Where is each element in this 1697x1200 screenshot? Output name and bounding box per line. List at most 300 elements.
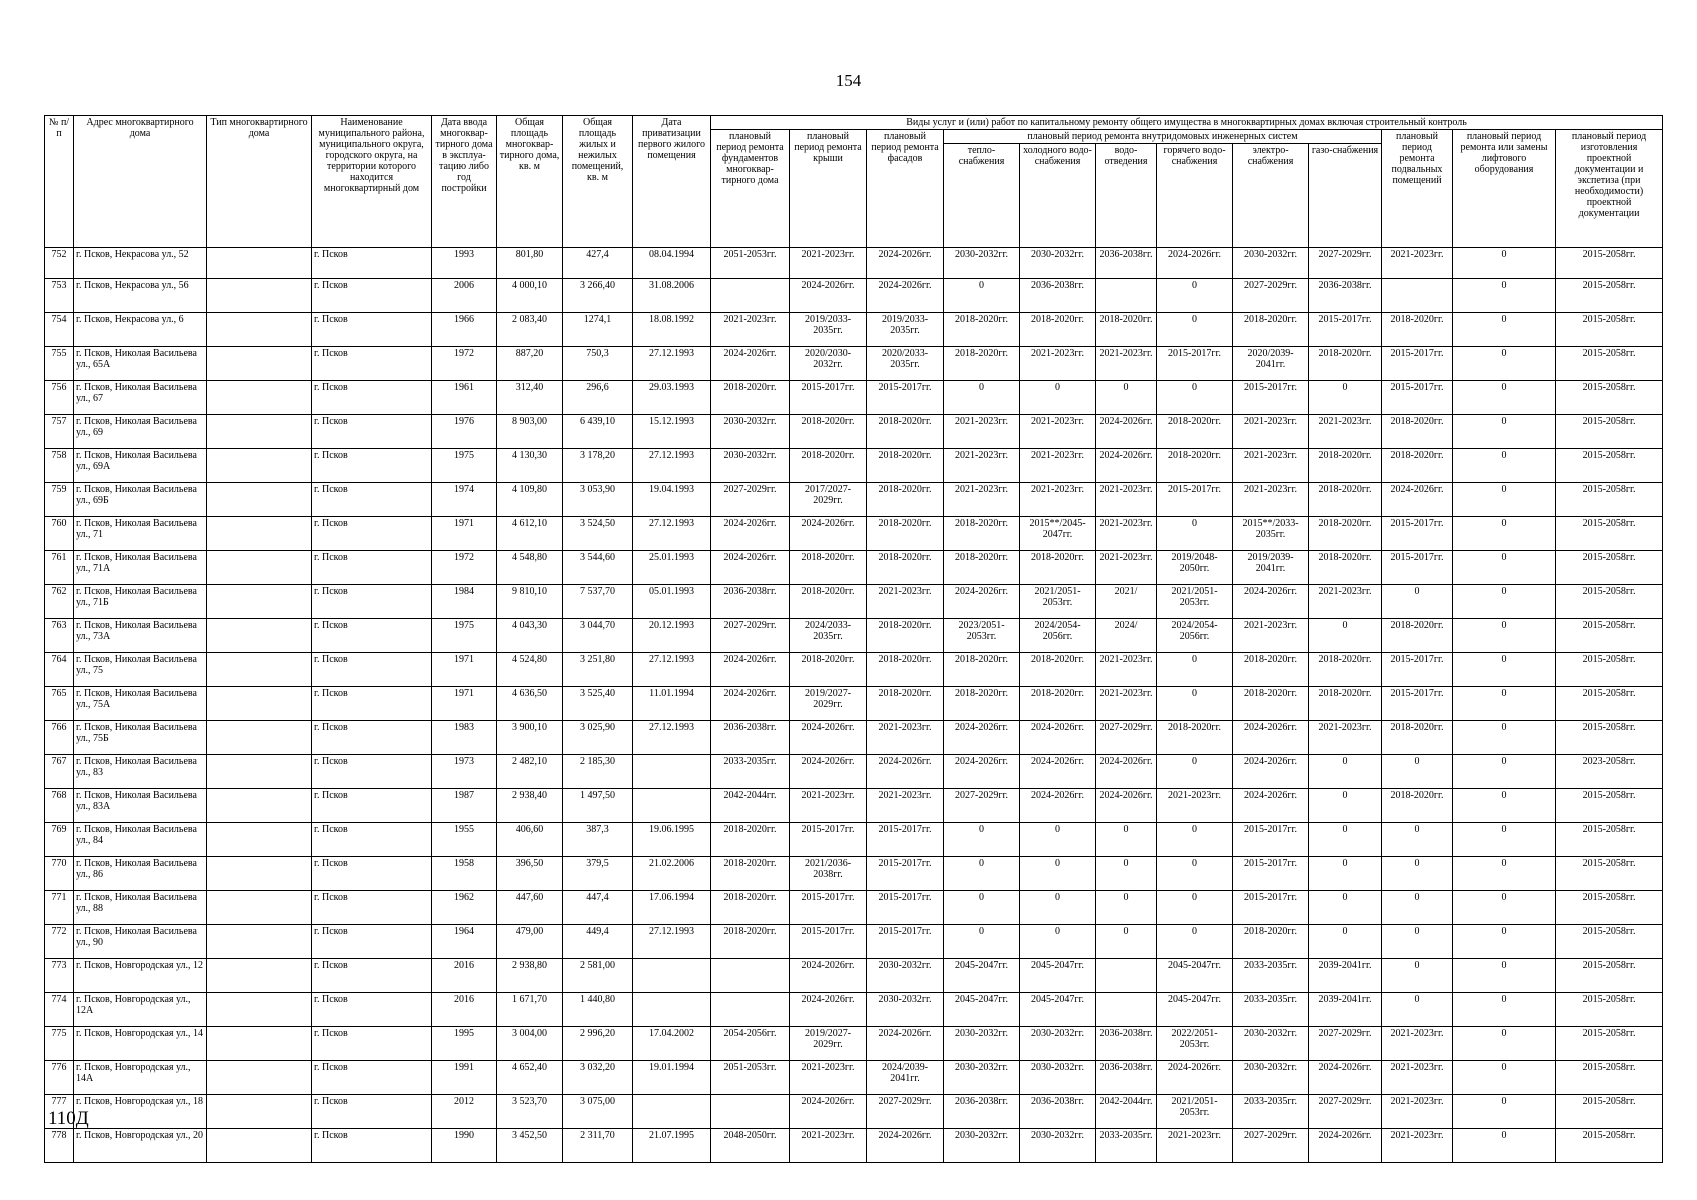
table-row [45, 653, 1663, 687]
cell-total-area: 406,60 [497, 823, 563, 857]
cell-address: г. Псков, Новгородская ул., 20 [74, 1129, 207, 1163]
cell-facade: 2027-2029гг. [867, 1095, 944, 1129]
cell-type [207, 687, 312, 721]
cell-num: 771 [45, 891, 74, 925]
cell-sewer: 2042-2044гг. [1096, 1095, 1157, 1129]
cell-sewer: 2021-2023гг. [1096, 653, 1157, 687]
cell-roof: 2017/2027-2029гг. [790, 483, 867, 517]
cell-living-area: 1274,1 [563, 313, 633, 347]
cell-design: 2015-2058гг. [1556, 993, 1663, 1027]
cell-roof: 2018-2020гг. [790, 653, 867, 687]
col-total-area: Общая площадь многоквар-тирного дома, кв. м [497, 116, 563, 248]
cell-gas: 2018-2020гг. [1309, 449, 1382, 483]
cell-electric: 2027-2029гг. [1233, 1129, 1309, 1163]
col-elevator: плановый период ремонта или замены лифтового оборудования [1453, 130, 1556, 248]
cell-gas: 0 [1309, 857, 1382, 891]
cell-num: 757 [45, 415, 74, 449]
cell-municipal: г. Псков [312, 551, 432, 585]
cell-address: г. Псков, Николая Васильева ул., 71 [74, 517, 207, 551]
cell-basement: 0 [1382, 585, 1453, 619]
cell-facade: 2015-2017гг. [867, 381, 944, 415]
cell-hot-water: 2045-2047гг. [1157, 993, 1233, 1027]
cell-heat: 2027-2029гг. [944, 789, 1020, 823]
cell-elevator: 0 [1453, 891, 1556, 925]
cell-sewer: 2027-2029гг. [1096, 721, 1157, 755]
cell-design: 2015-2058гг. [1556, 483, 1663, 517]
cell-living-area: 296,6 [563, 381, 633, 415]
cell-type [207, 653, 312, 687]
cell-sewer: 0 [1096, 891, 1157, 925]
col-address: Адрес многоквартирного дома [74, 116, 207, 248]
cell-design: 2015-2058гг. [1556, 347, 1663, 381]
cell-design: 2015-2058гг. [1556, 721, 1663, 755]
cell-privatization: 08.04.1994 [633, 248, 711, 279]
cell-gas: 2021-2023гг. [1309, 721, 1382, 755]
cell-basement: 2021-2023гг. [1382, 1061, 1453, 1095]
cell-basement: 2018-2020гг. [1382, 721, 1453, 755]
cell-hot-water: 0 [1157, 891, 1233, 925]
cell-municipal: г. Псков [312, 517, 432, 551]
cell-basement: 2015-2017гг. [1382, 517, 1453, 551]
cell-roof: 2021/2036-2038гг. [790, 857, 867, 891]
cell-municipal: г. Псков [312, 279, 432, 313]
cell-basement: 0 [1382, 857, 1453, 891]
cell-heat: 2023/2051-2053гг. [944, 619, 1020, 653]
cell-cold-water: 2021-2023гг. [1020, 449, 1096, 483]
cell-num: 768 [45, 789, 74, 823]
table-body [45, 248, 1663, 1163]
cell-heat: 2030-2032гг. [944, 1129, 1020, 1163]
cell-facade: 2018-2020гг. [867, 483, 944, 517]
cell-facade: 2018-2020гг. [867, 449, 944, 483]
cell-type [207, 755, 312, 789]
cell-type [207, 415, 312, 449]
cell-hot-water: 2018-2020гг. [1157, 415, 1233, 449]
cell-gas: 0 [1309, 381, 1382, 415]
cell-address: г. Псков, Некрасова ул., 56 [74, 279, 207, 313]
cell-facade: 2015-2017гг. [867, 891, 944, 925]
cell-municipal: г. Псков [312, 721, 432, 755]
cell-gas: 2021-2023гг. [1309, 415, 1382, 449]
cell-address: г. Псков, Некрасова ул., 6 [74, 313, 207, 347]
cell-gas: 2024-2026гг. [1309, 1129, 1382, 1163]
cell-basement: 0 [1382, 925, 1453, 959]
cell-heat: 2018-2020гг. [944, 517, 1020, 551]
cell-commission: 1961 [432, 381, 497, 415]
cell-type [207, 823, 312, 857]
cell-municipal: г. Псков [312, 993, 432, 1027]
cell-gas: 2027-2029гг. [1309, 1095, 1382, 1129]
cell-municipal: г. Псков [312, 381, 432, 415]
cell-type [207, 517, 312, 551]
cell-cold-water: 2015**/2045-2047гг. [1020, 517, 1096, 551]
cell-cold-water: 2021-2023гг. [1020, 483, 1096, 517]
cell-roof: 2024/2033-2035гг. [790, 619, 867, 653]
table-row [45, 687, 1663, 721]
cell-sewer: 0 [1096, 925, 1157, 959]
cell-address: г. Псков, Николая Васильева ул., 69Б [74, 483, 207, 517]
cell-num: 752 [45, 248, 74, 279]
cell-cold-water: 2018-2020гг. [1020, 687, 1096, 721]
cell-commission: 1971 [432, 687, 497, 721]
table-row [45, 347, 1663, 381]
cell-privatization: 25.01.1993 [633, 551, 711, 585]
cell-design: 2015-2058гг. [1556, 1129, 1663, 1163]
cell-design: 2015-2058гг. [1556, 279, 1663, 313]
cell-commission: 1976 [432, 415, 497, 449]
cell-total-area: 887,20 [497, 347, 563, 381]
cell-electric: 2033-2035гг. [1233, 1095, 1309, 1129]
cell-elevator: 0 [1453, 313, 1556, 347]
cell-design: 2015-2058гг. [1556, 823, 1663, 857]
cell-elevator: 0 [1453, 1061, 1556, 1095]
cell-gas: 2024-2026гг. [1309, 1061, 1382, 1095]
cell-electric: 2030-2032гг. [1233, 1027, 1309, 1061]
cell-facade: 2024-2026гг. [867, 248, 944, 279]
cell-roof: 2024-2026гг. [790, 517, 867, 551]
cell-sewer: 0 [1096, 823, 1157, 857]
cell-total-area: 9 810,10 [497, 585, 563, 619]
cell-hot-water: 0 [1157, 857, 1233, 891]
cell-address: г. Псков, Новгородская ул., 12А [74, 993, 207, 1027]
col-hot-water: горячего водо-снабжения [1157, 144, 1233, 248]
cell-roof: 2015-2017гг. [790, 823, 867, 857]
cell-cold-water: 0 [1020, 381, 1096, 415]
cell-gas: 0 [1309, 823, 1382, 857]
cell-electric: 2024-2026гг. [1233, 585, 1309, 619]
cell-elevator: 0 [1453, 857, 1556, 891]
cell-num: 761 [45, 551, 74, 585]
table-row [45, 313, 1663, 347]
cell-commission: 1987 [432, 789, 497, 823]
cell-hot-water: 0 [1157, 653, 1233, 687]
cell-design: 2015-2058гг. [1556, 857, 1663, 891]
cell-basement: 2015-2017гг. [1382, 653, 1453, 687]
cell-sewer: 2033-2035гг. [1096, 1129, 1157, 1163]
cell-foundation: 2030-2032гг. [711, 415, 790, 449]
cell-design: 2023-2058гг. [1556, 755, 1663, 789]
cell-heat: 2018-2020гг. [944, 313, 1020, 347]
cell-foundation: 2018-2020гг. [711, 823, 790, 857]
cell-total-area: 4 000,10 [497, 279, 563, 313]
cell-elevator: 0 [1453, 449, 1556, 483]
cell-design: 2015-2058гг. [1556, 891, 1663, 925]
cell-living-area: 387,3 [563, 823, 633, 857]
cell-hot-water: 2019/2048-2050гг. [1157, 551, 1233, 585]
cell-gas: 2018-2020гг. [1309, 517, 1382, 551]
cell-facade: 2020/2033-2035гг. [867, 347, 944, 381]
cell-living-area: 2 996,20 [563, 1027, 633, 1061]
cell-hot-water: 2018-2020гг. [1157, 449, 1233, 483]
cell-hot-water: 0 [1157, 279, 1233, 313]
page-number: 154 [835, 71, 862, 90]
cell-heat: 0 [944, 857, 1020, 891]
cell-num: 763 [45, 619, 74, 653]
cell-privatization: 18.08.1992 [633, 313, 711, 347]
cell-type [207, 381, 312, 415]
cell-heat: 2036-2038гг. [944, 1095, 1020, 1129]
cell-roof: 2020/2030-2032гг. [790, 347, 867, 381]
cell-commission: 2012 [432, 1095, 497, 1129]
col-works-group: Виды услуг и (или) работ по капитальному ремонту общего имущества в многоквартирных домах включая строительный контроль [711, 116, 1663, 130]
cell-facade: 2015-2017гг. [867, 925, 944, 959]
cell-foundation: 2027-2029гг. [711, 619, 790, 653]
cell-design: 2015-2058гг. [1556, 789, 1663, 823]
cell-address: г. Псков, Николая Васильева ул., 69А [74, 449, 207, 483]
footer-code: 110Д [48, 1108, 89, 1129]
table-row [45, 517, 1663, 551]
table-row [45, 415, 1663, 449]
cell-num: 756 [45, 381, 74, 415]
cell-foundation: 2054-2056гг. [711, 1027, 790, 1061]
cell-elevator: 0 [1453, 248, 1556, 279]
cell-type [207, 789, 312, 823]
cell-municipal: г. Псков [312, 449, 432, 483]
table-row [45, 925, 1663, 959]
cell-privatization: 11.01.1994 [633, 687, 711, 721]
cell-total-area: 4 548,80 [497, 551, 563, 585]
cell-privatization: 27.12.1993 [633, 721, 711, 755]
cell-num: 766 [45, 721, 74, 755]
cell-sewer: 2021-2023гг. [1096, 551, 1157, 585]
cell-design: 2015-2058гг. [1556, 381, 1663, 415]
table-row [45, 1061, 1663, 1095]
cell-privatization: 19.06.1995 [633, 823, 711, 857]
cell-electric: 2019/2039-2041гг. [1233, 551, 1309, 585]
cell-type [207, 857, 312, 891]
cell-address: г. Псков, Новгородская ул., 14 [74, 1027, 207, 1061]
table-row [45, 619, 1663, 653]
cell-electric: 2027-2029гг. [1233, 279, 1309, 313]
cell-design: 2015-2058гг. [1556, 585, 1663, 619]
cell-municipal: г. Псков [312, 1061, 432, 1095]
cell-basement: 2021-2023гг. [1382, 248, 1453, 279]
cell-heat: 2021-2023гг. [944, 415, 1020, 449]
table-row [45, 823, 1663, 857]
cell-heat: 0 [944, 823, 1020, 857]
cell-privatization: 21.02.2006 [633, 857, 711, 891]
cell-commission: 1974 [432, 483, 497, 517]
cell-elevator: 0 [1453, 993, 1556, 1027]
cell-basement: 0 [1382, 993, 1453, 1027]
cell-roof: 2015-2017гг. [790, 381, 867, 415]
cell-commission: 2016 [432, 993, 497, 1027]
table-row [45, 381, 1663, 415]
cell-cold-water: 2024-2026гг. [1020, 789, 1096, 823]
cell-foundation: 2021-2023гг. [711, 313, 790, 347]
cell-basement: 0 [1382, 891, 1453, 925]
cell-basement: 2018-2020гг. [1382, 415, 1453, 449]
col-commission: Дата ввода многоквар-тирного дома в эксплуа-тацию либо год постройки [432, 116, 497, 248]
cell-privatization: 05.01.1993 [633, 585, 711, 619]
cell-roof: 2024-2026гг. [790, 993, 867, 1027]
cell-roof: 2018-2020гг. [790, 551, 867, 585]
cell-type [207, 1027, 312, 1061]
cell-heat: 2018-2020гг. [944, 347, 1020, 381]
cell-basement: 0 [1382, 755, 1453, 789]
cell-gas: 2039-2041гг. [1309, 959, 1382, 993]
cell-num: 758 [45, 449, 74, 483]
cell-roof: 2021-2023гг. [790, 248, 867, 279]
cell-address: г. Псков, Николая Васильева ул., 75А [74, 687, 207, 721]
cell-facade: 2030-2032гг. [867, 959, 944, 993]
cell-facade: 2018-2020гг. [867, 619, 944, 653]
cell-gas: 0 [1309, 789, 1382, 823]
cell-living-area: 3 053,90 [563, 483, 633, 517]
cell-gas: 2027-2029гг. [1309, 1027, 1382, 1061]
cell-living-area: 7 537,70 [563, 585, 633, 619]
cell-living-area: 1 497,50 [563, 789, 633, 823]
cell-basement: 2015-2017гг. [1382, 347, 1453, 381]
cell-address: г. Псков, Николая Васильева ул., 88 [74, 891, 207, 925]
cell-type [207, 721, 312, 755]
cell-elevator: 0 [1453, 619, 1556, 653]
cell-elevator: 0 [1453, 925, 1556, 959]
cell-roof: 2015-2017гг. [790, 925, 867, 959]
cell-cold-water: 2021/2051-2053гг. [1020, 585, 1096, 619]
cell-living-area: 3 525,40 [563, 687, 633, 721]
cell-heat: 2045-2047гг. [944, 959, 1020, 993]
cell-hot-water: 0 [1157, 755, 1233, 789]
cell-elevator: 0 [1453, 653, 1556, 687]
cell-electric: 2015-2017гг. [1233, 823, 1309, 857]
cell-privatization [633, 993, 711, 1027]
cell-gas: 2027-2029гг. [1309, 248, 1382, 279]
cell-total-area: 2 938,80 [497, 959, 563, 993]
cell-elevator: 0 [1453, 517, 1556, 551]
cell-privatization: 19.04.1993 [633, 483, 711, 517]
table-row [45, 1129, 1663, 1163]
cell-cold-water: 2030-2032гг. [1020, 1129, 1096, 1163]
cell-basement: 2018-2020гг. [1382, 449, 1453, 483]
cell-basement: 2015-2017гг. [1382, 381, 1453, 415]
cell-electric: 2024-2026гг. [1233, 755, 1309, 789]
cell-elevator: 0 [1453, 823, 1556, 857]
cell-electric: 2018-2020гг. [1233, 313, 1309, 347]
cell-electric: 2021-2023гг. [1233, 449, 1309, 483]
cell-basement: 2018-2020гг. [1382, 313, 1453, 347]
cell-design: 2015-2058гг. [1556, 1061, 1663, 1095]
cell-sewer: 2021-2023гг. [1096, 687, 1157, 721]
cell-num: 765 [45, 687, 74, 721]
cell-type [207, 551, 312, 585]
cell-type [207, 483, 312, 517]
table-row [45, 993, 1663, 1027]
cell-total-area: 4 524,80 [497, 653, 563, 687]
cell-hot-water: 0 [1157, 823, 1233, 857]
cell-living-area: 3 075,00 [563, 1095, 633, 1129]
cell-commission: 1975 [432, 619, 497, 653]
cell-type [207, 993, 312, 1027]
cell-total-area: 2 482,10 [497, 755, 563, 789]
cell-gas: 0 [1309, 755, 1382, 789]
cell-privatization: 17.04.2002 [633, 1027, 711, 1061]
cell-gas: 2018-2020гг. [1309, 653, 1382, 687]
cell-num: 772 [45, 925, 74, 959]
cell-gas: 2039-2041гг. [1309, 993, 1382, 1027]
cell-elevator: 0 [1453, 687, 1556, 721]
table-row [45, 789, 1663, 823]
cell-commission: 2006 [432, 279, 497, 313]
cell-foundation: 2048-2050гг. [711, 1129, 790, 1163]
cell-sewer [1096, 993, 1157, 1027]
cell-facade: 2024/2039-2041гг. [867, 1061, 944, 1095]
cell-cold-water: 2024-2026гг. [1020, 755, 1096, 789]
cell-sewer: 2018-2020гг. [1096, 313, 1157, 347]
cell-roof: 2024-2026гг. [790, 755, 867, 789]
cell-elevator: 0 [1453, 721, 1556, 755]
table-row [45, 248, 1663, 279]
cell-address: г. Псков, Николая Васильева ул., 90 [74, 925, 207, 959]
cell-basement: 2018-2020гг. [1382, 619, 1453, 653]
cell-facade: 2021-2023гг. [867, 585, 944, 619]
cell-num: 776 [45, 1061, 74, 1095]
cell-facade: 2024-2026гг. [867, 279, 944, 313]
cell-cold-water: 2036-2038гг. [1020, 279, 1096, 313]
col-municipal: Наименование муниципального района, муниципального округа, городского округа, на территории которого находится многоквартирный дом [312, 116, 432, 248]
cell-elevator: 0 [1453, 755, 1556, 789]
cell-foundation: 2024-2026гг. [711, 551, 790, 585]
cell-privatization: 19.01.1994 [633, 1061, 711, 1095]
cell-num: 764 [45, 653, 74, 687]
cell-cold-water: 0 [1020, 925, 1096, 959]
cell-cold-water: 2045-2047гг. [1020, 993, 1096, 1027]
cell-heat: 2018-2020гг. [944, 653, 1020, 687]
cell-address: г. Псков, Николая Васильева ул., 71А [74, 551, 207, 585]
cell-electric: 2018-2020гг. [1233, 687, 1309, 721]
cell-basement: 2021-2023гг. [1382, 1129, 1453, 1163]
cell-municipal: г. Псков [312, 483, 432, 517]
cell-commission: 1975 [432, 449, 497, 483]
cell-hot-water: 2022/2051-2053гг. [1157, 1027, 1233, 1061]
cell-type [207, 585, 312, 619]
cell-facade: 2021-2023гг. [867, 789, 944, 823]
cell-electric: 2015-2017гг. [1233, 891, 1309, 925]
cell-basement: 2024-2026гг. [1382, 483, 1453, 517]
cell-hot-water: 2021-2023гг. [1157, 1129, 1233, 1163]
cell-facade: 2019/2033-2035гг. [867, 313, 944, 347]
table-row [45, 449, 1663, 483]
cell-living-area: 3 251,80 [563, 653, 633, 687]
cell-facade: 2024-2026гг. [867, 755, 944, 789]
cell-cold-water: 2030-2032гг. [1020, 1027, 1096, 1061]
cell-facade: 2018-2020гг. [867, 653, 944, 687]
cell-total-area: 4 130,30 [497, 449, 563, 483]
col-type: Тип многоквартирного дома [207, 116, 312, 248]
cell-num: 778 [45, 1129, 74, 1163]
cell-hot-water: 0 [1157, 313, 1233, 347]
cell-privatization: 27.12.1993 [633, 449, 711, 483]
cell-municipal: г. Псков [312, 619, 432, 653]
cell-electric: 2021-2023гг. [1233, 619, 1309, 653]
cell-roof: 2021-2023гг. [790, 1129, 867, 1163]
cell-design: 2015-2058гг. [1556, 415, 1663, 449]
cell-foundation: 2018-2020гг. [711, 381, 790, 415]
cell-municipal: г. Псков [312, 755, 432, 789]
cell-cold-water: 2018-2020гг. [1020, 653, 1096, 687]
cell-total-area: 4 636,50 [497, 687, 563, 721]
cell-design: 2015-2058гг. [1556, 959, 1663, 993]
cell-gas: 2018-2020гг. [1309, 687, 1382, 721]
cell-type [207, 959, 312, 993]
cell-design: 2015-2058гг. [1556, 551, 1663, 585]
cell-num: 767 [45, 755, 74, 789]
cell-type [207, 279, 312, 313]
cell-commission: 1995 [432, 1027, 497, 1061]
cell-privatization: 21.07.1995 [633, 1129, 711, 1163]
cell-total-area: 312,40 [497, 381, 563, 415]
cell-elevator: 0 [1453, 415, 1556, 449]
